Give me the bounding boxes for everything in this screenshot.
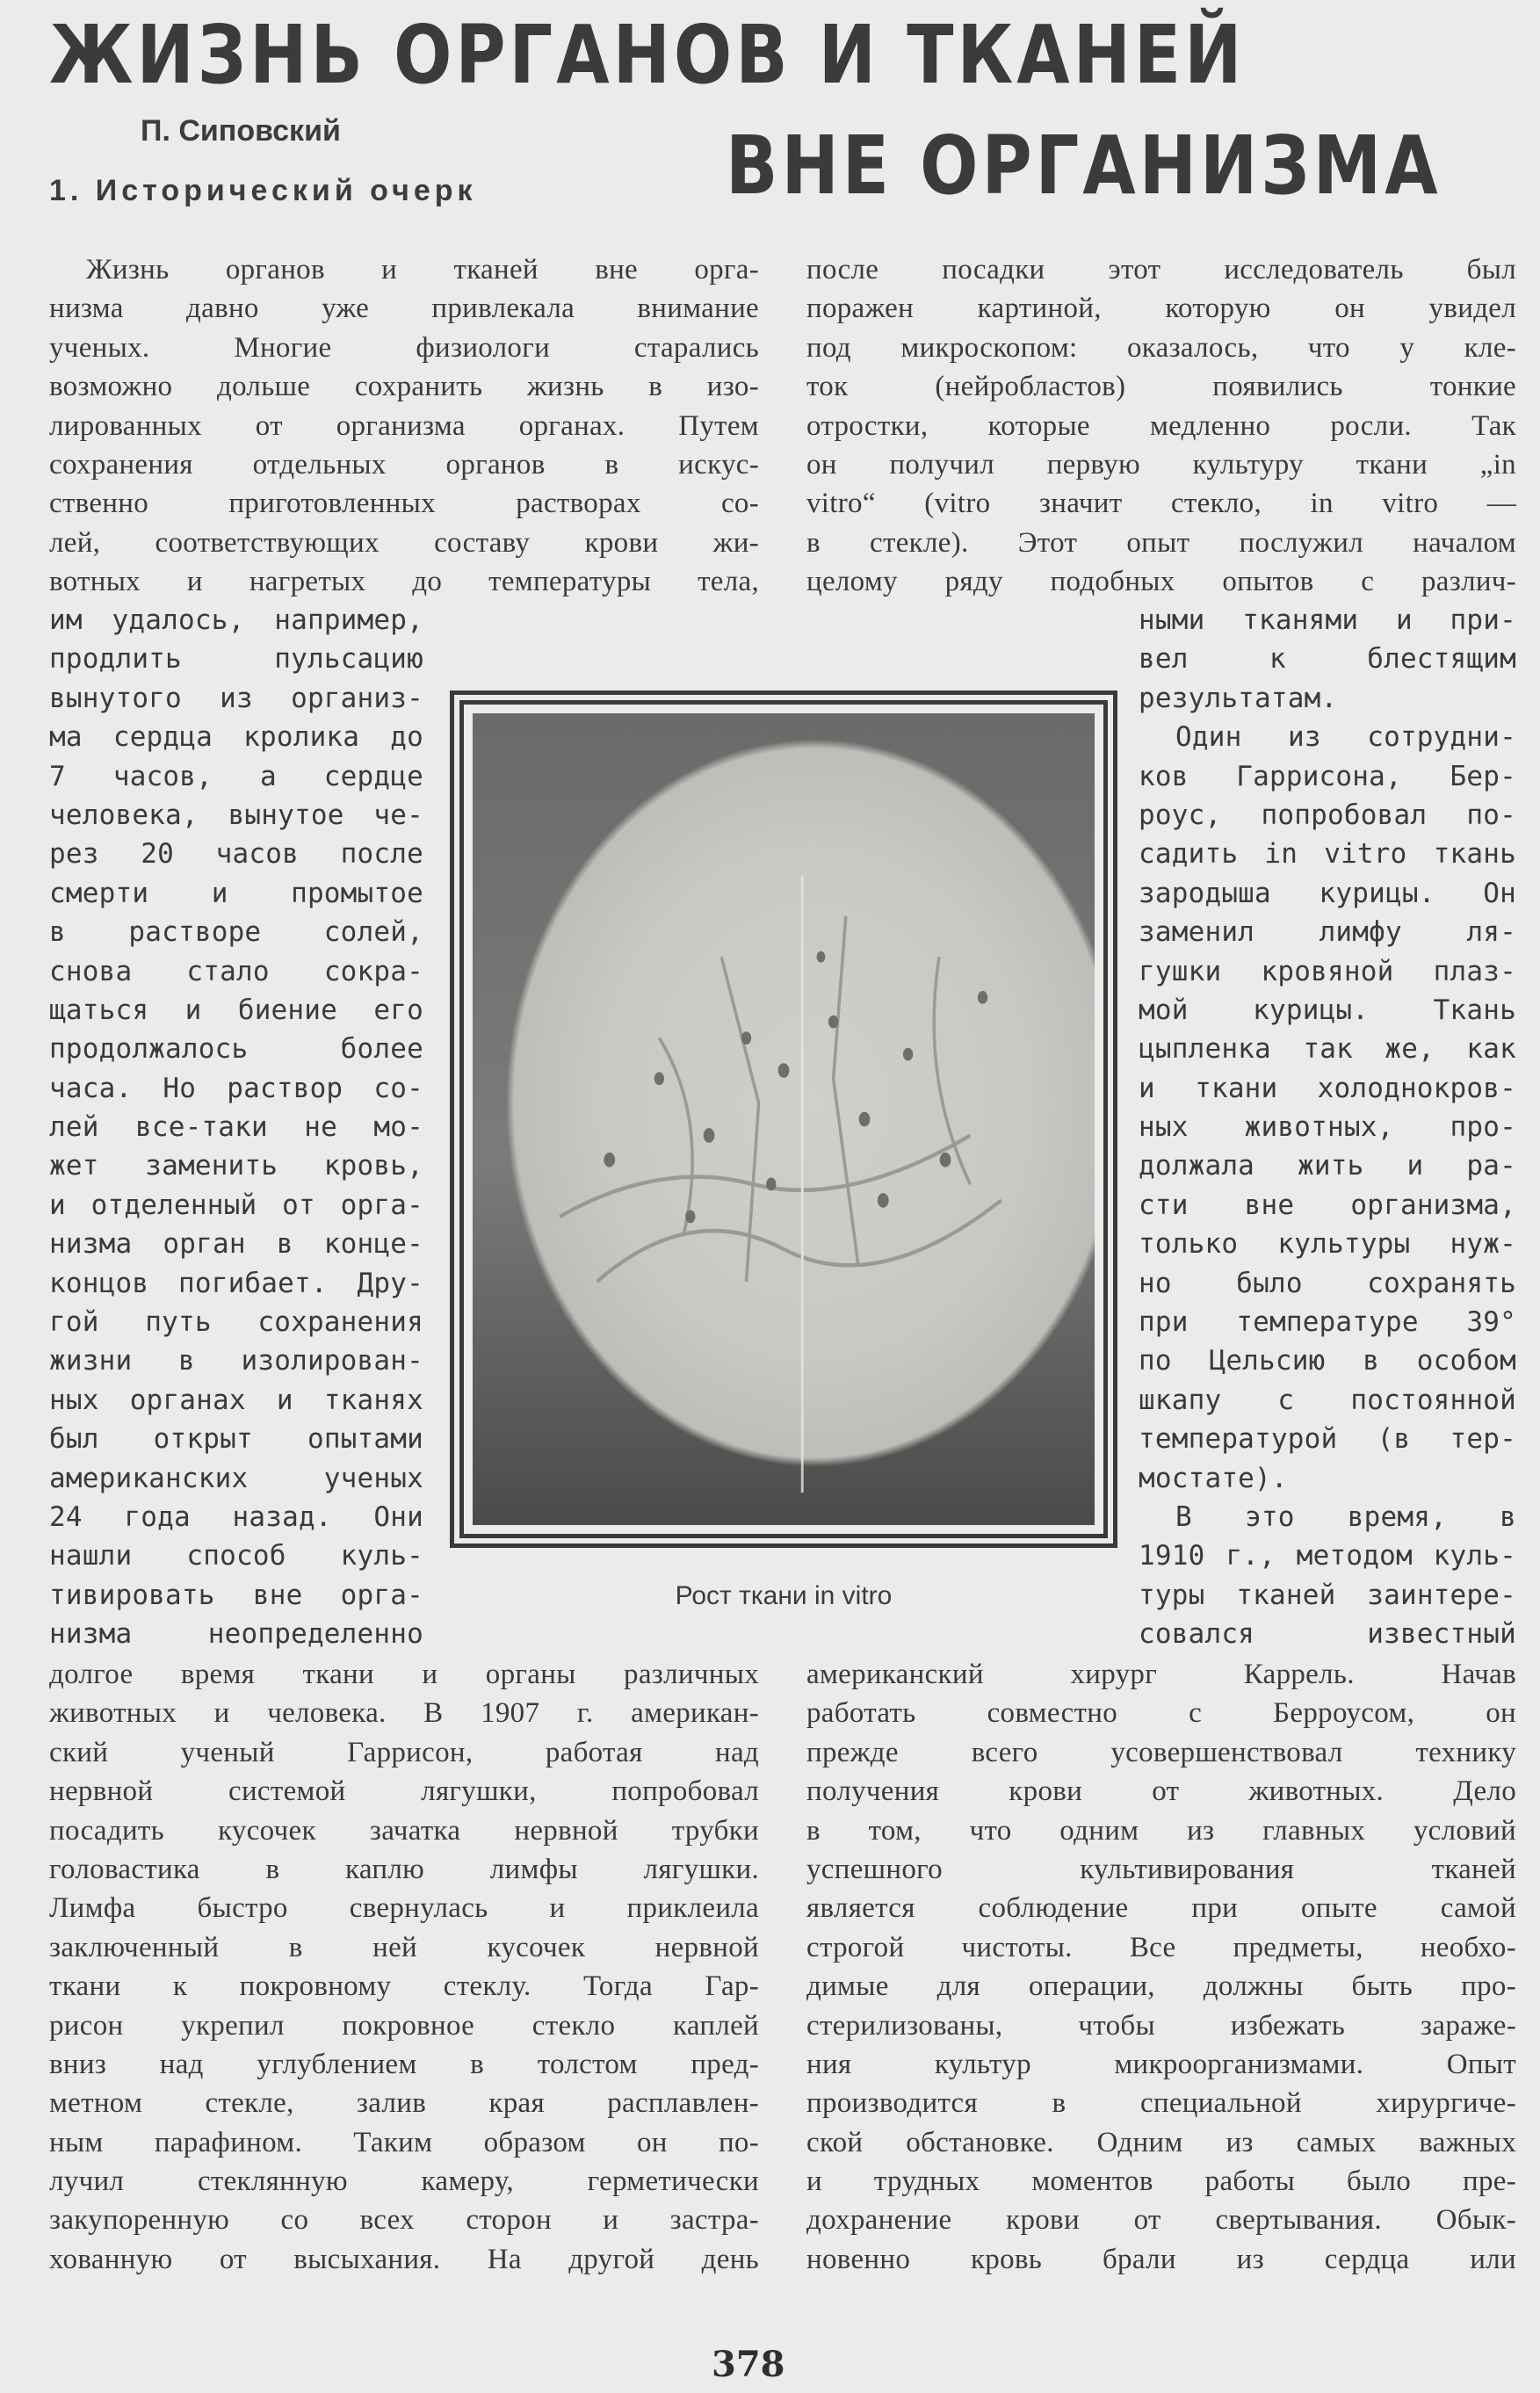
text-line: лированных от организма органах. Путем bbox=[49, 409, 759, 442]
article-title-line-2: ВНЕ ОРГАНИЗМА bbox=[726, 119, 1442, 213]
text-line: Один из сотрудни- bbox=[1175, 721, 1516, 754]
text-line: vitro“ (vitro значит стекло, in vitro — bbox=[806, 488, 1516, 520]
text-line: нервной системой лягушки, попробовал bbox=[49, 1775, 759, 1808]
text-line: успешного культивирования тканей bbox=[806, 1853, 1516, 1885]
text-line: дохранение крови от свертывания. Обык- bbox=[806, 2204, 1516, 2237]
text-line: строгой чистоты. Все предметы, необхо- bbox=[806, 1931, 1516, 1963]
text-line: американских ученых bbox=[49, 1462, 423, 1494]
text-line: 24 года назад. Они bbox=[49, 1500, 423, 1533]
text-line: но было сохранять bbox=[1139, 1267, 1516, 1299]
text-line: зародыша курицы. Он bbox=[1139, 877, 1516, 909]
text-line: мой курицы. Ткань bbox=[1139, 994, 1516, 1026]
column-right-top bbox=[806, 250, 1516, 602]
text-line: димые для операции, должны быть про- bbox=[806, 1970, 1516, 2003]
text-line: ученых. Многие физиологи старались bbox=[49, 331, 759, 364]
text-line: мостате). bbox=[1139, 1462, 1288, 1494]
text-line: американский хирург Каррель. Начав bbox=[806, 1659, 1516, 1690]
text-line: ской обстановке. Одним из самых важных bbox=[806, 2126, 1516, 2158]
text-line: при температуре 39° bbox=[1139, 1306, 1516, 1339]
text-line: им удалось, например, bbox=[49, 604, 423, 636]
text-line: прежде всего усовершенствовал технику bbox=[806, 1736, 1516, 1768]
text-line: был открыт опытами bbox=[49, 1423, 423, 1456]
text-line: ков Гаррисона, Бер- bbox=[1139, 760, 1516, 792]
text-line: Жизнь органов и тканей вне орга- bbox=[86, 254, 759, 286]
text-line: нашли способ куль- bbox=[49, 1540, 423, 1572]
text-line: работать совместно с Берроусом, он bbox=[806, 1697, 1516, 1730]
text-line: туры тканей заинтере- bbox=[1139, 1579, 1516, 1611]
text-line: лей, соответствующих составу крови жи- bbox=[49, 526, 759, 559]
text-line: поражен картиной, которую он увидел bbox=[806, 293, 1516, 325]
text-line: отростки, которые медленно росли. Так bbox=[806, 409, 1516, 442]
text-line: закупоренную со всех сторон и застра- bbox=[49, 2204, 759, 2237]
text-line: только культуры нуж- bbox=[1139, 1228, 1516, 1261]
text-line: ных животных, про- bbox=[1139, 1111, 1516, 1144]
section-heading: 1. Исторический очерк bbox=[49, 174, 477, 207]
tissue-growth-illustration bbox=[473, 713, 1095, 1525]
text-line: заменил лимфу ля- bbox=[1139, 916, 1516, 949]
text-line: вынутого из организ- bbox=[49, 682, 423, 714]
text-line: смерти и промытое bbox=[49, 877, 423, 909]
column-left-bottom bbox=[49, 1655, 759, 2279]
column-left-top bbox=[49, 250, 759, 602]
text-line: гой путь сохранения bbox=[49, 1306, 423, 1339]
text-line: головастика в каплю лимфы лягушки. bbox=[49, 1853, 759, 1885]
text-line: лучил стеклянную камеру, герметически bbox=[49, 2165, 759, 2198]
text-line: и ткани холоднокров- bbox=[1139, 1072, 1516, 1104]
text-line: и трудных моментов работы было пре- bbox=[806, 2165, 1516, 2198]
text-line: целому ряду подобных опытов с различ- bbox=[806, 566, 1516, 598]
text-line: получения крови от животных. Дело bbox=[806, 1775, 1516, 1808]
text-line: он получил первую культуру ткани „in bbox=[806, 448, 1516, 481]
article-author: П. Сиповский bbox=[141, 114, 341, 148]
text-line: ния культур микроорганизмами. Опыт bbox=[806, 2048, 1516, 2080]
column-left-narrow bbox=[49, 601, 423, 1654]
text-line: вел к блестящим bbox=[1139, 643, 1516, 676]
text-line: ными тканями и при- bbox=[1139, 604, 1516, 636]
text-line: низма орган в конце- bbox=[49, 1228, 423, 1261]
text-line: ным парафином. Таким образом он по- bbox=[49, 2126, 759, 2158]
text-line: жизни в изолирован- bbox=[49, 1345, 423, 1377]
text-line: сохранения отдельных органов в искус- bbox=[49, 448, 759, 481]
text-line: совался известный bbox=[1139, 1618, 1516, 1651]
page-number: 378 bbox=[712, 2344, 785, 2385]
text-line: хованную от высыхания. На другой день bbox=[49, 2243, 759, 2275]
text-line: щаться и биение его bbox=[49, 994, 423, 1026]
text-line: концов погибает. Дру- bbox=[49, 1267, 423, 1299]
text-line: снова стало сокра- bbox=[49, 955, 423, 987]
text-line: ский ученый Гаррисон, работая над bbox=[49, 1736, 759, 1768]
text-line: ток (нейробластов) появились тонкие bbox=[806, 371, 1516, 403]
text-line: метном стекле, залив края расплавлен- bbox=[49, 2087, 759, 2120]
text-line: посадить кусочек зачатка нервной трубки bbox=[49, 1814, 759, 1847]
text-line: 1910 г., методом куль- bbox=[1139, 1540, 1516, 1572]
text-line: ственно приготовленных растворах со- bbox=[49, 488, 759, 520]
text-line: ма сердца кролика до bbox=[49, 721, 423, 754]
text-line: заключенный в ней кусочек нервной bbox=[49, 1931, 759, 1963]
article-title-line-1: ЖИЗНЬ ОРГАНОВ И ТКАНЕЙ bbox=[49, 9, 1246, 103]
text-line: Лимфа быстро свернулась и приклеила bbox=[49, 1892, 759, 1925]
text-line: В это время, в bbox=[1175, 1500, 1516, 1533]
text-line: долгое время ткани и органы различных bbox=[49, 1659, 759, 1690]
text-line: сти вне организма, bbox=[1139, 1189, 1516, 1221]
text-line: должала жить и ра- bbox=[1139, 1150, 1516, 1182]
text-line: часа. Но раствор со- bbox=[49, 1072, 423, 1104]
text-line: гушки кровяной плаз- bbox=[1139, 955, 1516, 987]
text-line: рисон укрепил покровное стекло каплей bbox=[49, 2009, 759, 2042]
text-line: по Цельсию в особом bbox=[1139, 1345, 1516, 1377]
text-line: роус, попробовал по- bbox=[1139, 799, 1516, 831]
column-right-narrow bbox=[1139, 601, 1516, 1654]
text-line: человека, вынутое че- bbox=[49, 799, 423, 831]
text-line: ткани к покровному стеклу. Тогда Гар- bbox=[49, 1970, 759, 2003]
column-right-bottom bbox=[806, 1655, 1516, 2279]
text-line: продлить пульсацию bbox=[49, 643, 423, 676]
microscope-photo-icon bbox=[473, 713, 1095, 1525]
text-line: производится в специальной хирургиче- bbox=[806, 2087, 1516, 2120]
text-line: жет заменить кровь, bbox=[49, 1150, 423, 1182]
text-line: в стекле). Этот опыт послужил началом bbox=[806, 526, 1516, 559]
figure-frame bbox=[450, 690, 1117, 1548]
text-line: в том, что одним из главных условий bbox=[806, 1814, 1516, 1847]
text-line: является соблюдение при опыте самой bbox=[806, 1892, 1516, 1925]
text-line: под микроскопом: оказалось, что у кле- bbox=[806, 331, 1516, 364]
text-line: продолжалось более bbox=[49, 1033, 423, 1066]
text-line: 7 часов, а сердце bbox=[49, 760, 423, 792]
text-line: в растворе солей, bbox=[49, 916, 423, 949]
text-line: возможно дольше сохранить жизнь в изо- bbox=[49, 371, 759, 403]
text-line: и отделенный от орга- bbox=[49, 1189, 423, 1221]
text-line: рез 20 часов после bbox=[49, 838, 423, 871]
figure-caption: Рост ткани in vitro bbox=[675, 1581, 893, 1610]
text-line: стерилизованы, чтобы избежать зараже- bbox=[806, 2009, 1516, 2042]
text-line: тивировать вне орга- bbox=[49, 1579, 423, 1611]
text-line: результатам. bbox=[1139, 682, 1338, 714]
text-line: животных и человека. В 1907 г. американ- bbox=[49, 1697, 759, 1730]
text-line: цыпленка так же, как bbox=[1139, 1033, 1516, 1066]
text-line: новенно кровь брали из сердца или bbox=[806, 2243, 1516, 2275]
text-line: лей все-таки не мо- bbox=[49, 1111, 423, 1144]
text-line: ных органах и тканях bbox=[49, 1384, 423, 1416]
text-line: садить in vitro ткань bbox=[1139, 838, 1516, 871]
text-line: низма неопределенно bbox=[49, 1618, 423, 1651]
text-line: после посадки этот исследователь был bbox=[806, 254, 1516, 286]
figure-inner-frame bbox=[459, 700, 1108, 1538]
text-line: низма давно уже привлекала внимание bbox=[49, 293, 759, 325]
text-line: вниз над углублением в толстом пред- bbox=[49, 2048, 759, 2080]
text-line: вотных и нагретых до температуры тела, bbox=[49, 566, 759, 598]
text-line: температурой (в тер- bbox=[1139, 1423, 1516, 1456]
text-line: шкапу с постоянной bbox=[1139, 1384, 1516, 1416]
